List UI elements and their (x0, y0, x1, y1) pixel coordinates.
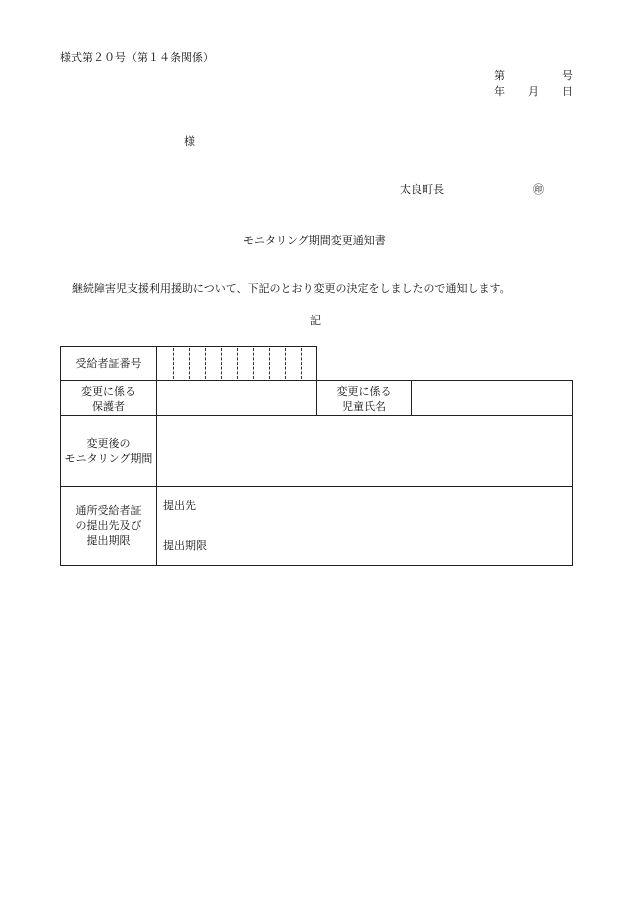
date-month: 月 (528, 85, 539, 98)
submit-to-label: 提出先 (163, 499, 196, 512)
ki-heading: 記 (310, 314, 321, 327)
seal-mark: ㊞ (533, 183, 544, 196)
issuer-name: 太良町長 (400, 183, 444, 196)
guardian-label: 変更に係る 保護者 (81, 385, 136, 413)
child-label: 変更に係る 児童氏名 (336, 385, 392, 413)
doc-number-suffix: 号 (562, 69, 573, 82)
period-label: 変更後の モニタリング期間 (64, 437, 153, 465)
doc-number-prefix: 第 (494, 69, 505, 82)
submission-label: 通所受給者証 の提出先及び 提出期限 (75, 504, 142, 547)
date-year: 年 (494, 85, 505, 98)
date-day: 日 (562, 85, 573, 98)
recipient-number-label: 受給者証番号 (75, 357, 142, 370)
deadline-label: 提出期限 (163, 539, 207, 552)
body-text: 継続障害児支援利用援助について、下記のとおり変更の決定をしましたので通知します。 (72, 282, 511, 295)
form-label: 様式第２０号（第１４条関係） (60, 51, 214, 64)
addressee-suffix: 様 (184, 135, 195, 148)
document-title: モニタリング期間変更通知書 (243, 234, 386, 247)
